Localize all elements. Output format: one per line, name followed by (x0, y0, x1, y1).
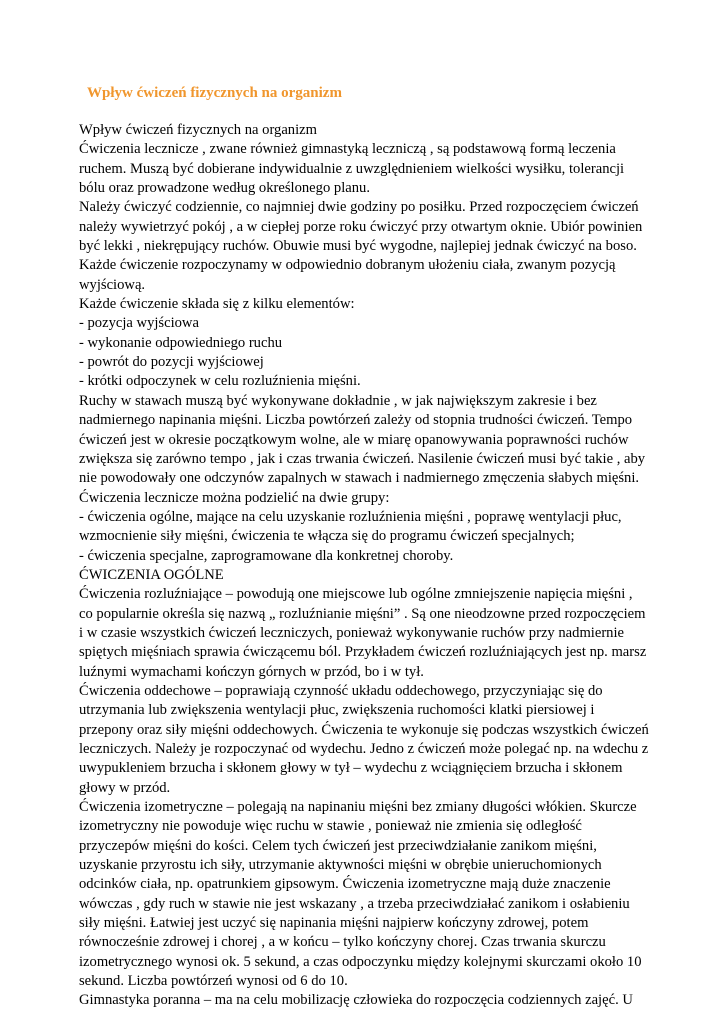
text-line: wzmocnienie siły mięśni, ćwiczenia te włącza się do programu ćwiczeń specjalnych; (79, 528, 575, 545)
text-line: ćwiczeń jest w okresie początkowym wolne, ale w miarę opanowywania poprawności ruchów (79, 431, 629, 448)
text-line: przyczepów mięśni do kości. Celem tych ćwiczeń jest przeciwdziałanie zanikom mięśni, (79, 837, 597, 854)
text-line: równocześnie zdrowej i chorej , a w końcu – tylko kończyny chorej. Czas trwania skurczu (79, 934, 606, 951)
text-line: Wpływ ćwiczeń fizycznych na organizm (79, 122, 317, 138)
text-line: izometrycznego wynosi ok. 5 sekund, a czas odpoczynku między kolejnymi skurczami około 10 (79, 953, 642, 970)
text-line: nie powodowały one odczynów zapalnych w stawach i nadmiernego zmęczenia słabych mięśni. (79, 470, 640, 487)
text-line: Ćwiczenia lecznicze można podzielić na dwie grupy: (79, 489, 390, 506)
text-line: wówczas , gdy ruch w stawie nie jest wskazany , a trzeba przeciwdziałać zanikom i osłabieniu (79, 895, 630, 912)
text-line: izometryczny nie powoduje więc ruchu w stawie , ponieważ nie zmienia się odległość (79, 818, 582, 835)
text-line: - wykonanie odpowiedniego ruchu (79, 334, 283, 351)
text-line: być lekki , niekrępujący ruchów. Obuwie musi być wygodne, najlepiej jednak ćwiczyć na boso. (79, 238, 637, 255)
text-line: - ćwiczenia specjalne, zaprogramowane dla konkretnej choroby. (79, 547, 454, 564)
text-line: Ruchy w stawach muszą być wykonywane dokładnie , w jak największym zakresie i bez (79, 392, 597, 409)
text-line: głowy w przód. (79, 779, 171, 796)
text-line: Ćwiczenia oddechowe – poprawiają czynność układu oddechowego, przyczyniając się do (79, 682, 603, 699)
text-line: Należy ćwiczyć codziennie, co najmniej dwie godziny po posiłku. Przed rozpoczęciem ćwiczeń (79, 199, 639, 216)
text-line: Ćwiczenia izometryczne – polegają na napinaniu mięśni bez zmiany długości włókien. Skurcze (79, 799, 637, 816)
text-line: Ćwiczenia lecznicze , zwane również gimnastyką leczniczą , są podstawową formą leczenia (79, 141, 616, 158)
text-line: - krótki odpoczynek w celu rozluźnienia mięśni. (79, 373, 361, 390)
text-line: wyjściową. (79, 276, 146, 293)
text-line: nadmiernego napinania mięśni. Liczba powtórzeń zależy od stopnia trudności ćwiczeń. Tempo (79, 412, 633, 429)
text-line: ruchem. Muszą być dobierane indywidualnie z uwzględnieniem wielkości wysiłku, tolerancji (79, 160, 625, 177)
text-line: co popularnie określa się nazwą „ rozluźnianie mięśni” . Są one nieodzowne przed rozpoczęciem (79, 605, 646, 622)
text-line: utrzymania lub zwiększenia wentylacji płuc, zwiększenia ruchomości klatki piersiowej i (79, 702, 595, 719)
text-line: i w czasie wszystkich ćwiczeń leczniczych, ponieważ wykonywanie ruchów przy nadmiernie (79, 624, 625, 641)
text-line: - powrót do pozycji wyjściowej (79, 354, 264, 371)
text-line: uwypukleniem brzucha i skłonem głowy w tył – wydechu z wciągnięciem brzucha i skłonem (79, 760, 623, 777)
text-line: leczniczych. Należy je rozpoczynać od wydechu. Jedno z ćwiczeń może polegać np. na wdechu z (79, 741, 649, 757)
text-line: - pozycja wyjściowa (79, 315, 199, 332)
text-line: luźnymi wymachami kończyn górnych w przód, bo i w tył. (79, 663, 424, 680)
text-line: - ćwiczenia ogólne, mające na celu uzyskanie rozluźnienia mięśni , poprawę wentylacji płuc, (79, 508, 622, 525)
text-line: zwiększa się zarówno tempo , jak i czas trwania ćwiczeń. Nasilenie ćwiczeń musi być takie , aby (79, 450, 646, 467)
text-line: Każde ćwiczenie rozpoczynamy w odpowiednio dobranym ułożeniu ciała, zwanym pozycją (79, 257, 616, 274)
text-line: sekund. Liczba powtórzeń wynosi od 6 do 10. (79, 973, 348, 990)
text-line: uzyskanie przyrostu ich siły, utrzymanie aktywności mięśni w obrębie unieruchomionych (79, 857, 602, 874)
text-line: bólu oraz prowadzone według określonego planu. (79, 180, 370, 197)
text-line: spiętych mięśniach sprawia ćwiczącemu ból. Przykładem ćwiczeń rozluźniających jest np. marsz (79, 644, 647, 661)
text-line: Gimnastyka poranna – ma na celu mobilizację człowieka do rozpoczęcia codziennych zajęć. U (79, 992, 633, 1009)
text-line: siły mięśni. Łatwiej jest uczyć się napinania mięśni najpierw kończyny zdrowej, potem (79, 915, 589, 932)
document-body (79, 121, 654, 1011)
text-line: odcinków ciała, np. opatrunkiem gipsowym. Ćwiczenia izometryczne mają duże znaczenie (79, 876, 611, 893)
text-line: należy wywietrzyć pokój , a w ciepłej porze roku ćwiczyć przy otwartym oknie. Ubiór powinien (79, 218, 643, 235)
text-line: ĆWICZENIA OGÓLNE (79, 566, 224, 583)
document-title: Wpływ ćwiczeń fizycznych na organizm (87, 85, 342, 101)
text-line: przepony oraz siły mięśni oddechowych. Ćwiczenia te wykonuje się podczas wszystkich ćwiczeń (79, 721, 649, 738)
text-line: Każde ćwiczenie składa się z kilku elementów: (79, 296, 355, 313)
text-line: Ćwiczenia rozluźniające – powodują one miejscowe lub ogólne zmniejszenie napięcia mięśni , (79, 586, 633, 603)
